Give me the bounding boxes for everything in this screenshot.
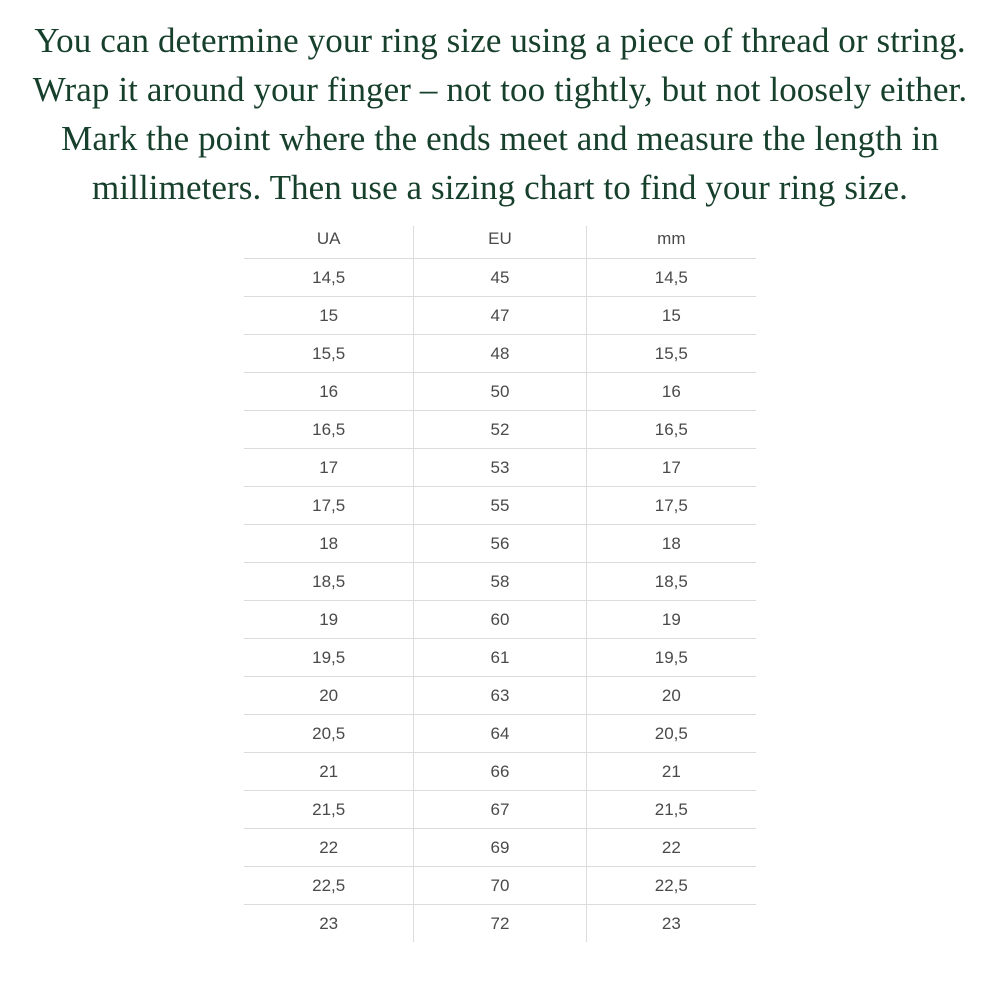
cell-mm: 16,5 [586,411,756,449]
table-row [244,335,756,373]
cell-ua: 17 [244,449,414,487]
table-row [244,639,756,677]
cell-mm: 14,5 [586,259,756,297]
cell-eu: 70 [414,867,586,905]
cell-eu: 53 [414,449,586,487]
cell-ua: 15 [244,297,414,335]
table-row [244,487,756,525]
table-row [244,297,756,335]
table-row [244,715,756,753]
cell-ua: 18,5 [244,563,414,601]
table-row [244,601,756,639]
cell-eu: 52 [414,411,586,449]
cell-ua: 21,5 [244,791,414,829]
table-row [244,449,756,487]
cell-eu: 69 [414,829,586,867]
table-row [244,563,756,601]
cell-mm: 23 [661,913,681,933]
cell-ua: 17,5 [244,487,414,525]
cell-mm: 17 [586,449,756,487]
cell-eu: 64 [414,715,586,753]
cell-eu: 56 [414,525,586,563]
column-header-ua: UA [244,226,414,259]
cell-eu: 67 [414,791,586,829]
cell-mm: 17,5 [586,487,756,525]
column-header-mm: mm [586,226,756,259]
table-row [244,753,756,791]
cell-mm: 19 [586,601,756,639]
cell-eu: 50 [414,373,586,411]
table-row [244,259,756,297]
table-body [244,259,756,943]
cell-ua: 20 [244,677,414,715]
intro-paragraph: You can determine your ring size using a piece of thread or string. Wrap it around your finger – not too tightly, but not loosely either. Mark the point where the ends meet and measure the length in millimeters. Then use a sizing chart to find your ring size. [32,21,968,207]
cell-mm: 21 [586,753,756,791]
cell-ua: 22,5 [244,867,414,905]
size-chart-container [244,226,756,942]
cell-ua: 20,5 [244,715,414,753]
cell-mm: 18,5 [586,563,756,601]
cell-ua: 16,5 [244,411,414,449]
cell-ua: 16 [244,373,414,411]
table-row [244,829,756,867]
table-row [244,677,756,715]
column-header-eu: EU [414,226,586,259]
cell-mm: 22,5 [586,867,756,905]
ring-size-table [244,226,756,942]
cell-eu: 61 [414,639,586,677]
cell-eu: 48 [414,335,586,373]
cell-eu: 55 [414,487,586,525]
cell-mm: 21,5 [586,791,756,829]
table-header-row [244,226,756,259]
table-row [244,791,756,829]
cell-mm: 16 [586,373,756,411]
cell-mm: 18 [586,525,756,563]
cell-ua: 21 [244,753,414,791]
cell-mm: 20,5 [586,715,756,753]
cell-mm: 19,5 [586,639,756,677]
table-header [244,226,756,259]
cell-eu: 47 [414,297,586,335]
table-row [244,411,756,449]
table-row [244,905,756,943]
cell-ua: 23 [244,905,414,943]
cell-ua: 14,5 [244,259,414,297]
cell-eu: 58 [414,563,586,601]
cell-eu: 72 [414,905,586,943]
cell-ua: 15,5 [244,335,414,373]
cell-mm: 20 [586,677,756,715]
table-row [244,525,756,563]
cell-mm: 22 [586,829,756,867]
cell-ua: 22 [244,829,414,867]
cell-ua: 19,5 [244,639,414,677]
cell-mm: 15 [586,297,756,335]
cell-ua: 18 [244,525,414,563]
cell-eu: 60 [414,601,586,639]
cell-eu: 45 [414,259,586,297]
cell-mm: 15,5 [586,335,756,373]
table-row [244,373,756,411]
cell-ua: 19 [244,601,414,639]
table-row [244,867,756,905]
cell-eu: 63 [414,677,586,715]
cell-eu: 66 [414,753,586,791]
